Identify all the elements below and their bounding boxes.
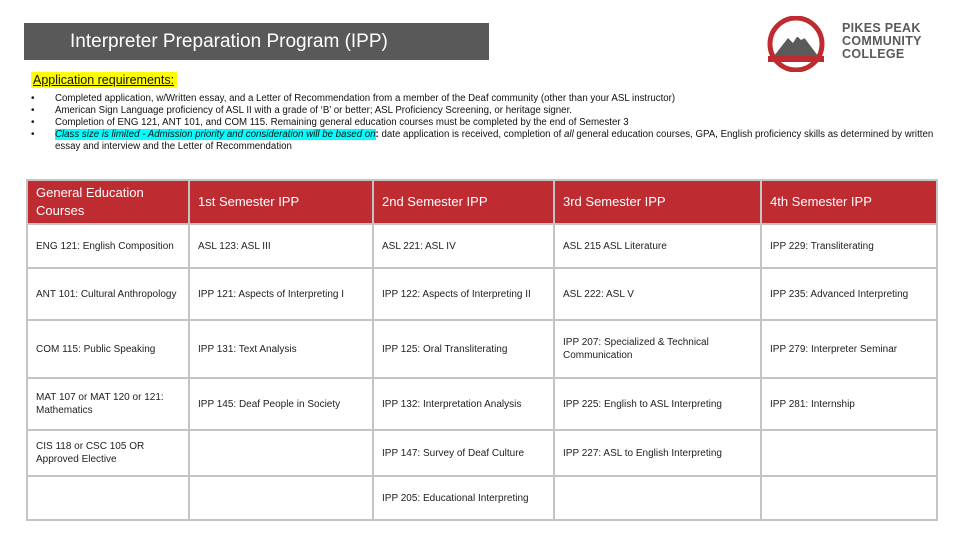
table-cell-empty — [761, 476, 937, 520]
table-row — [27, 378, 937, 430]
table-cell: IPP 235: Advanced Interpreting — [761, 268, 937, 320]
table-cell: IPP 281: Internship — [761, 378, 937, 430]
table-cell: IPP 205: Educational Interpreting — [373, 476, 554, 520]
table-cell: ASL 123: ASL III — [189, 224, 373, 268]
header-semester-2: 2nd Semester IPP — [373, 180, 554, 224]
table-header-row — [27, 180, 937, 224]
requirement-item — [31, 129, 936, 153]
requirement-colon: : — [375, 129, 379, 140]
class-size-highlight: Class size is limited - Admission priority and consideration will be based on — [55, 129, 376, 140]
table-cell: IPP 131: Text Analysis — [189, 320, 373, 378]
table-cell: ANT 101: Cultural Anthropology — [27, 268, 189, 320]
header-semester-1: 1st Semester IPP — [189, 180, 373, 224]
table-cell: IPP 145: Deaf People in Society — [189, 378, 373, 430]
requirement-emphasis: all — [564, 129, 574, 140]
logo-line-1: PIKES PEAK — [842, 21, 921, 35]
table-cell: ASL 215 ASL Literature — [554, 224, 761, 268]
table-cell-empty — [761, 430, 937, 476]
table-cell: MAT 107 or MAT 120 or 121: Mathematics — [27, 378, 189, 430]
requirement-item: • Completion of ENG 121, ANT 101, and COM 115. Remaining general education courses must be completed by the end of Semester 3 — [31, 117, 936, 129]
table-cell: ENG 121: English Composition — [27, 224, 189, 268]
table-cell: IPP 125: Oral Transliterating — [373, 320, 554, 378]
college-logo — [762, 16, 942, 72]
requirement-item: • Completed application, w/Written essay, and a Letter of Recommendation from a member of the Deaf community (other than your ASL instructor) — [31, 93, 936, 105]
table-cell-empty — [554, 476, 761, 520]
requirements-list — [31, 93, 936, 153]
table-cell: IPP 279: Interpreter Seminar — [761, 320, 937, 378]
table-row — [27, 320, 937, 378]
table-cell-empty — [27, 476, 189, 520]
header-semester-3: 3rd Semester IPP — [554, 180, 761, 224]
table-row — [27, 268, 937, 320]
table-cell: IPP 121: Aspects of Interpreting I — [189, 268, 373, 320]
table-cell-empty — [189, 476, 373, 520]
table-row — [27, 476, 937, 520]
requirement-text: general education courses, GPA, English proficiency skills as determined by written essay and interview and the Letter of Recommendation — [55, 129, 934, 152]
table-row — [27, 224, 937, 268]
table-row — [27, 430, 937, 476]
header-semester-4: 4th Semester IPP — [761, 180, 937, 224]
requirements-heading: Application requirements: — [31, 72, 177, 88]
table-cell: IPP 207: Specialized & Technical Communication — [554, 320, 761, 378]
requirement-item: • American Sign Language proficiency of ASL II with a grade of ‘B’ or better; ASL Proficiency Screening, or heritage signer. — [31, 105, 936, 117]
logo-line-3: COLLEGE — [842, 47, 905, 61]
table-cell-empty — [189, 430, 373, 476]
table-cell: IPP 229: Transliterating — [761, 224, 937, 268]
table-cell: COM 115: Public Speaking — [27, 320, 189, 378]
requirement-text: date application is received, completion of — [378, 129, 565, 140]
table-cell: IPP 132: Interpretation Analysis — [373, 378, 554, 430]
table-cell: IPP 122: Aspects of Interpreting II — [373, 268, 554, 320]
table-cell: IPP 147: Survey of Deaf Culture — [373, 430, 554, 476]
header-gen-ed: General Education Courses — [27, 180, 189, 224]
page-title: Interpreter Preparation Program (IPP) — [24, 23, 489, 60]
table-cell: ASL 222: ASL V — [554, 268, 761, 320]
logo-wordmark — [842, 22, 922, 61]
course-table — [26, 179, 938, 521]
table-cell: ASL 221: ASL IV — [373, 224, 554, 268]
table-cell: IPP 225: English to ASL Interpreting — [554, 378, 761, 430]
mountain-circle-logo-icon — [762, 16, 834, 72]
table-cell: IPP 227: ASL to English Interpreting — [554, 430, 761, 476]
table-cell: CIS 118 or CSC 105 OR Approved Elective — [27, 430, 189, 476]
logo-line-2: COMMUNITY — [842, 34, 922, 48]
